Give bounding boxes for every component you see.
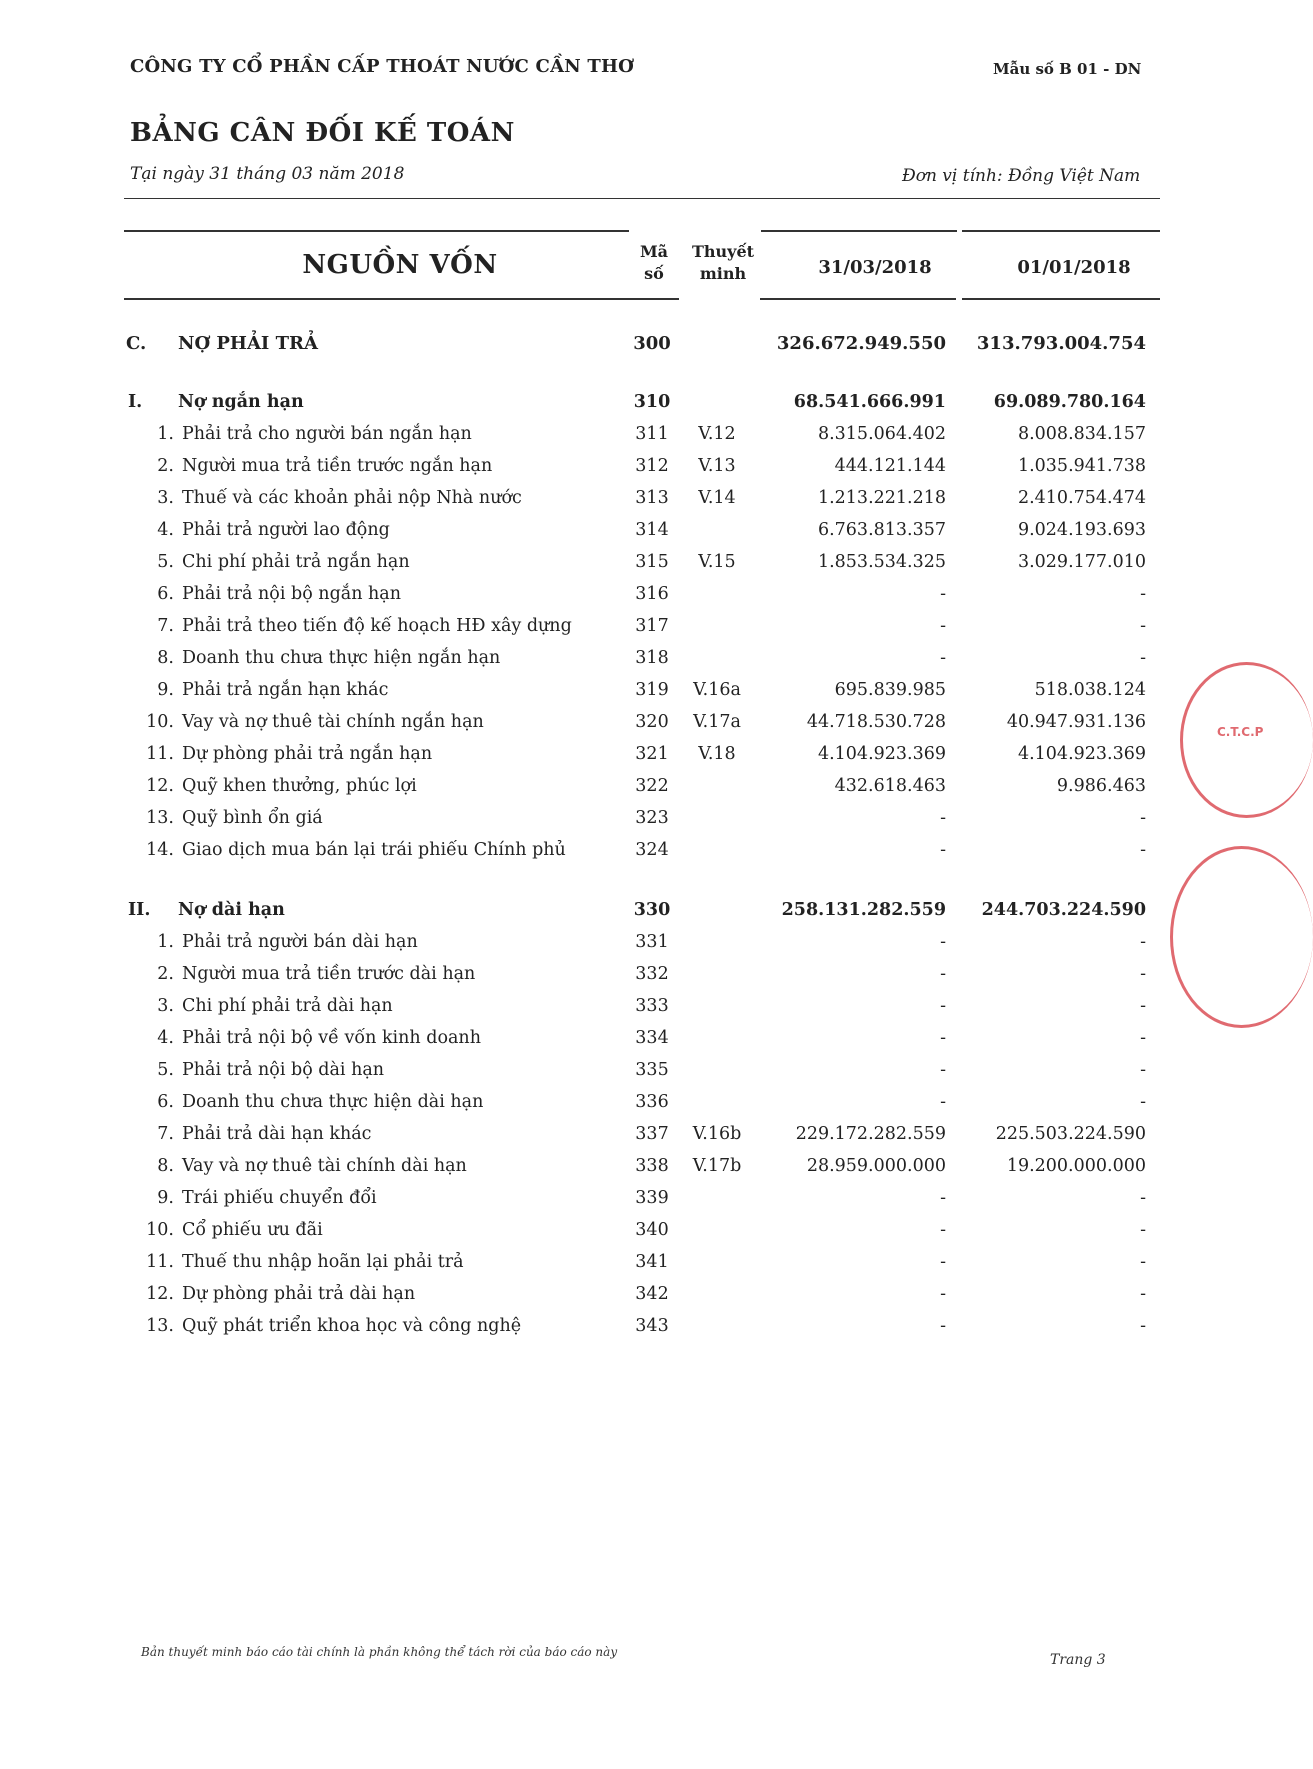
- row-code: 318: [635, 648, 669, 668]
- column-header-source: NGUỒN VỐN: [302, 250, 498, 280]
- table-row: [0, 486, 1237, 514]
- table-row: [0, 550, 1237, 578]
- company-seal: [1170, 846, 1313, 1028]
- row-number: 11.: [146, 1252, 174, 1272]
- row-code: 340: [635, 1220, 669, 1240]
- seal-text: C.T.C.P: [1217, 725, 1264, 739]
- column-header-note-line2: minh: [699, 264, 747, 283]
- row-value-opening: -: [1140, 616, 1146, 636]
- table-row: [0, 1218, 1237, 1246]
- row-number: 8.: [157, 1156, 174, 1176]
- row-code: 321: [635, 744, 669, 764]
- row-code: 316: [635, 584, 669, 604]
- column-header-code-line1: Mã: [639, 242, 669, 261]
- row-number: 12.: [146, 776, 174, 796]
- row-value-current: 229.172.282.559: [795, 1124, 946, 1144]
- row-code: 312: [635, 456, 669, 476]
- row-number: C.: [126, 333, 147, 354]
- row-number: II.: [128, 900, 151, 920]
- row-value-current: 326.672.949.550: [776, 333, 946, 354]
- table-row: [0, 331, 1237, 359]
- table-row: [0, 518, 1237, 546]
- row-label: Nợ dài hạn: [178, 900, 285, 920]
- table-row: [0, 1122, 1237, 1150]
- table-row: [0, 1250, 1237, 1278]
- row-number: 1.: [157, 424, 174, 444]
- table-row: [0, 962, 1237, 990]
- row-value-opening: -: [1140, 840, 1146, 860]
- row-note: V.14: [698, 488, 736, 508]
- row-value-current: 1.213.221.218: [817, 488, 946, 508]
- row-value-current: 6.763.813.357: [817, 520, 946, 540]
- row-label: Dự phòng phải trả ngắn hạn: [182, 744, 433, 764]
- row-code: 337: [635, 1124, 669, 1144]
- row-code: 333: [635, 996, 669, 1016]
- table-row: [0, 582, 1237, 610]
- table-header-rule-bottom: [760, 298, 956, 300]
- row-code: 343: [635, 1316, 669, 1336]
- company-name: CÔNG TY CỔ PHẦN CẤP THOÁT NƯỚC CẦN THƠ: [130, 56, 635, 77]
- table-row: [0, 930, 1237, 958]
- row-value-opening: 3.029.177.010: [1017, 552, 1146, 572]
- row-value-current: -: [940, 840, 946, 860]
- row-number: 3.: [157, 488, 174, 508]
- row-code: 317: [635, 616, 669, 636]
- column-header-date1: 31/03/2018: [818, 257, 932, 278]
- row-code: 323: [635, 808, 669, 828]
- row-number: 9.: [157, 680, 174, 700]
- row-value-opening: -: [1140, 1252, 1146, 1272]
- row-code: 315: [635, 552, 669, 572]
- row-label: Nợ ngắn hạn: [178, 392, 304, 412]
- row-number: 4.: [157, 1028, 174, 1048]
- table-header-rule-top: [962, 230, 1160, 232]
- table-row: [0, 1314, 1237, 1342]
- row-value-current: 44.718.530.728: [806, 712, 946, 732]
- table-row: [0, 838, 1237, 866]
- table-row: [0, 898, 1237, 926]
- row-value-opening: 313.793.004.754: [976, 333, 1146, 354]
- row-label: Phải trả dài hạn khác: [182, 1124, 372, 1144]
- row-label: Vay và nợ thuê tài chính dài hạn: [182, 1156, 467, 1176]
- row-code: 313: [635, 488, 669, 508]
- row-value-current: 8.315.064.402: [817, 424, 946, 444]
- row-label: Phải trả cho người bán ngắn hạn: [182, 424, 472, 444]
- row-value-current: -: [940, 648, 946, 668]
- row-note: V.18: [698, 744, 736, 764]
- row-value-current: -: [940, 1188, 946, 1208]
- row-label: Quỹ phát triển khoa học và công nghệ: [182, 1316, 522, 1336]
- row-value-current: 4.104.923.369: [817, 744, 946, 764]
- row-label: Phải trả ngắn hạn khác: [182, 680, 389, 700]
- row-value-opening: 4.104.923.369: [1017, 744, 1146, 764]
- table-header-rule-top: [124, 230, 629, 232]
- table-row: [0, 454, 1237, 482]
- row-value-opening: 9.986.463: [1056, 776, 1146, 796]
- row-value-opening: 9.024.193.693: [1017, 520, 1146, 540]
- form-number: Mẫu số B 01 - DN: [993, 60, 1142, 78]
- table-row: [0, 1282, 1237, 1310]
- row-value-opening: 40.947.931.136: [1006, 712, 1146, 732]
- row-number: 10.: [146, 1220, 174, 1240]
- row-label: Chi phí phải trả dài hạn: [182, 996, 393, 1016]
- row-label: Trái phiếu chuyển đổi: [182, 1188, 377, 1208]
- table-header-rule-top: [761, 230, 957, 232]
- row-code: 338: [635, 1156, 669, 1176]
- row-note: V.12: [698, 424, 736, 444]
- row-value-opening: -: [1140, 1092, 1146, 1112]
- row-label: Doanh thu chưa thực hiện dài hạn: [182, 1092, 484, 1112]
- company-seal: [1180, 662, 1313, 818]
- table-row: [0, 678, 1237, 706]
- row-value-current: -: [940, 1028, 946, 1048]
- row-number: 5.: [157, 552, 174, 572]
- row-label: Phải trả nội bộ ngắn hạn: [182, 584, 402, 604]
- table-row: [0, 1090, 1237, 1118]
- row-code: 332: [635, 964, 669, 984]
- column-header-code-line2: số: [644, 264, 664, 283]
- table-header-rule-bottom: [124, 298, 679, 300]
- row-value-opening: -: [1140, 1188, 1146, 1208]
- row-value-opening: 2.410.754.474: [1017, 488, 1146, 508]
- row-note: V.16b: [692, 1124, 742, 1144]
- row-code: 339: [635, 1188, 669, 1208]
- row-value-current: 695.839.985: [834, 680, 946, 700]
- row-number: 12.: [146, 1284, 174, 1304]
- row-value-current: -: [940, 1060, 946, 1080]
- row-code: 314: [635, 520, 669, 540]
- row-value-opening: -: [1140, 1060, 1146, 1080]
- row-value-opening: -: [1140, 584, 1146, 604]
- row-value-current: -: [940, 1220, 946, 1240]
- row-number: 6.: [157, 1092, 174, 1112]
- row-number: 5.: [157, 1060, 174, 1080]
- row-label: Cổ phiếu ưu đãi: [182, 1220, 323, 1240]
- table-row: [0, 742, 1237, 770]
- table-row: [0, 1058, 1237, 1086]
- row-note: V.15: [698, 552, 736, 572]
- row-code: 322: [635, 776, 669, 796]
- page-number: Trang 3: [1050, 1652, 1106, 1668]
- row-note: V.17a: [693, 712, 741, 732]
- row-code: 324: [635, 840, 669, 860]
- row-value-opening: -: [1140, 964, 1146, 984]
- column-header-code: [624, 241, 684, 285]
- row-value-current: -: [940, 808, 946, 828]
- document-title: BẢNG CÂN ĐỐI KẾ TOÁN: [130, 118, 515, 148]
- table-row: [0, 1186, 1237, 1214]
- row-number: 14.: [146, 840, 174, 860]
- row-label: Dự phòng phải trả dài hạn: [182, 1284, 416, 1304]
- row-value-opening: -: [1140, 1316, 1146, 1336]
- row-value-opening: 8.008.834.157: [1017, 424, 1146, 444]
- row-code: 336: [635, 1092, 669, 1112]
- table-row: [0, 994, 1237, 1022]
- row-value-current: -: [940, 1316, 946, 1336]
- row-number: 13.: [146, 808, 174, 828]
- footer-note: Bản thuyết minh báo cáo tài chính là phần không thể tách rời của báo cáo này: [141, 1645, 618, 1659]
- table-row: [0, 710, 1237, 738]
- row-code: 330: [633, 900, 671, 920]
- row-label: Quỹ khen thưởng, phúc lợi: [182, 776, 417, 796]
- column-header-note-line1: Thuyết: [691, 242, 755, 261]
- row-value-current: -: [940, 932, 946, 952]
- row-label: Giao dịch mua bán lại trái phiếu Chính phủ: [182, 840, 566, 860]
- table-row: [0, 1154, 1237, 1182]
- row-label: Quỹ bình ổn giá: [182, 808, 323, 828]
- row-number: I.: [128, 392, 143, 412]
- row-number: 2.: [157, 964, 174, 984]
- row-number: 9.: [157, 1188, 174, 1208]
- row-label: Phải trả theo tiến độ kế hoạch HĐ xây dựng: [182, 616, 572, 636]
- row-code: 334: [635, 1028, 669, 1048]
- row-label: Phải trả người bán dài hạn: [182, 932, 418, 952]
- row-value-opening: -: [1140, 648, 1146, 668]
- row-value-current: -: [940, 616, 946, 636]
- row-number: 7.: [157, 616, 174, 636]
- currency-unit: Đơn vị tính: Đồng Việt Nam: [902, 166, 1141, 186]
- row-value-current: 258.131.282.559: [781, 900, 946, 920]
- row-code: 319: [635, 680, 669, 700]
- table-row: [0, 422, 1237, 450]
- row-value-opening: 518.038.124: [1034, 680, 1146, 700]
- row-code: 342: [635, 1284, 669, 1304]
- row-number: 3.: [157, 996, 174, 1016]
- table-row: [0, 1026, 1237, 1054]
- row-value-opening: 225.503.224.590: [995, 1124, 1146, 1144]
- row-number: 8.: [157, 648, 174, 668]
- table-row: [0, 646, 1237, 674]
- row-number: 11.: [146, 744, 174, 764]
- row-number: 4.: [157, 520, 174, 540]
- row-code: 310: [633, 392, 671, 412]
- row-value-current: -: [940, 1284, 946, 1304]
- row-label: Phải trả người lao động: [182, 520, 390, 540]
- row-note: V.13: [698, 456, 736, 476]
- row-label: Phải trả nội bộ về vốn kinh doanh: [182, 1028, 481, 1048]
- row-number: 1.: [157, 932, 174, 952]
- row-label: Vay và nợ thuê tài chính ngắn hạn: [182, 712, 484, 732]
- table-row: [0, 614, 1237, 642]
- row-code: 341: [635, 1252, 669, 1272]
- row-label: Người mua trả tiền trước ngắn hạn: [182, 456, 493, 476]
- row-value-opening: -: [1140, 932, 1146, 952]
- row-value-current: -: [940, 996, 946, 1016]
- row-value-opening: 69.089.780.164: [993, 392, 1146, 412]
- row-value-current: -: [940, 964, 946, 984]
- row-code: 335: [635, 1060, 669, 1080]
- row-label: Phải trả nội bộ dài hạn: [182, 1060, 385, 1080]
- row-code: 300: [633, 333, 671, 354]
- row-code: 311: [635, 424, 669, 444]
- row-number: 13.: [146, 1316, 174, 1336]
- row-note: V.16a: [693, 680, 741, 700]
- row-number: 6.: [157, 584, 174, 604]
- row-value-current: 28.959.000.000: [806, 1156, 946, 1176]
- row-value-opening: -: [1140, 1220, 1146, 1240]
- row-value-opening: -: [1140, 808, 1146, 828]
- row-value-opening: 244.703.224.590: [981, 900, 1146, 920]
- table-header-rule-bottom: [962, 298, 1160, 300]
- row-number: 7.: [157, 1124, 174, 1144]
- row-code: 331: [635, 932, 669, 952]
- row-value-current: -: [940, 584, 946, 604]
- row-value-current: 444.121.144: [834, 456, 946, 476]
- table-row: [0, 774, 1237, 802]
- column-header-note: [683, 241, 763, 285]
- row-value-opening: -: [1140, 996, 1146, 1016]
- row-label: Thuế thu nhập hoãn lại phải trả: [182, 1252, 464, 1272]
- row-label: Doanh thu chưa thực hiện ngắn hạn: [182, 648, 501, 668]
- row-value-opening: -: [1140, 1028, 1146, 1048]
- column-header-date2: 01/01/2018: [1017, 257, 1131, 278]
- report-date: Tại ngày 31 tháng 03 năm 2018: [130, 164, 405, 184]
- row-value-opening: 19.200.000.000: [1006, 1156, 1146, 1176]
- row-value-current: 432.618.463: [834, 776, 946, 796]
- row-code: 320: [635, 712, 669, 732]
- row-label: Thuế và các khoản phải nộp Nhà nước: [182, 488, 522, 508]
- row-value-opening: 1.035.941.738: [1017, 456, 1146, 476]
- row-value-opening: -: [1140, 1284, 1146, 1304]
- row-number: 2.: [157, 456, 174, 476]
- row-value-current: -: [940, 1252, 946, 1272]
- table-row: [0, 390, 1237, 418]
- header-divider: [124, 198, 1160, 199]
- table-row: [0, 806, 1237, 834]
- row-note: V.17b: [692, 1156, 742, 1176]
- row-number: 10.: [146, 712, 174, 732]
- row-label: Người mua trả tiền trước dài hạn: [182, 964, 476, 984]
- row-value-current: -: [940, 1092, 946, 1112]
- row-value-current: 68.541.666.991: [793, 392, 946, 412]
- row-label: Chi phí phải trả ngắn hạn: [182, 552, 410, 572]
- row-value-current: 1.853.534.325: [817, 552, 946, 572]
- row-label: NỢ PHẢI TRẢ: [178, 333, 318, 354]
